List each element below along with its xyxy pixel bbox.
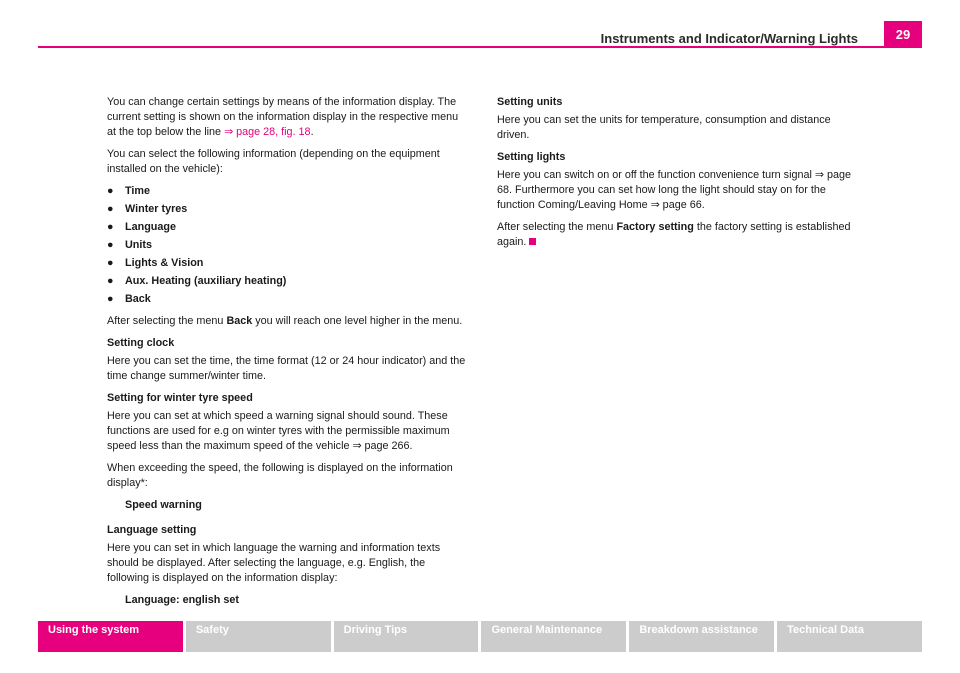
lights-paragraph: Here you can switch on or off the function convenience turn signal ⇒ page 68. Furthermore you can set how long the light should stay on for the function Coming/Leaving Home ⇒ page 66. — [497, 169, 851, 211]
page-number-badge: 29 — [884, 21, 922, 47]
language-heading: Language setting — [107, 524, 197, 536]
list-item: ● Language — [107, 221, 176, 233]
page-header-title: Instruments and Indicator/Warning Lights — [600, 31, 858, 46]
tab-breakdown-assistance[interactable]: Breakdown assistance — [629, 621, 774, 652]
menu-item-list — [107, 184, 469, 307]
bullet-icon: ● — [107, 239, 114, 251]
list-item: ● Units — [107, 239, 152, 251]
language-set-text: Language: english set — [125, 594, 239, 606]
speed-warning-text: Speed warning — [125, 499, 202, 511]
bullet-icon: ● — [107, 293, 114, 305]
tab-driving-tips[interactable]: Driving Tips — [334, 621, 479, 652]
units-paragraph: Here you can set the units for temperature, consumption and distance driven. — [497, 114, 831, 141]
list-item: ● Time — [107, 185, 151, 197]
left-column — [107, 95, 469, 618]
tab-safety[interactable]: Safety — [186, 621, 331, 652]
section-end-icon — [529, 238, 536, 245]
factory-setting-paragraph: After selecting the menu Factory setting the factory setting is established again. — [497, 221, 851, 248]
select-paragraph: You can select the following information (depending on the equipment installed on the vehicle): — [107, 148, 440, 175]
footer-nav — [38, 621, 922, 652]
page-28-link[interactable]: ⇒ page 28, fig. 18 — [224, 126, 311, 138]
units-heading: Setting units — [497, 96, 563, 108]
clock-paragraph: Here you can set the time, the time format (12 or 24 hour indicator) and the time change summer/winter time. — [107, 355, 466, 382]
bullet-icon: ● — [107, 221, 114, 233]
lights-heading: Setting lights — [497, 151, 566, 163]
bullet-icon: ● — [107, 275, 114, 287]
tab-general-maintenance[interactable]: General Maintenance — [481, 621, 626, 652]
list-item: ● Back — [107, 293, 151, 305]
exceed-speed-paragraph: When exceeding the speed, the following is displayed on the information display*: — [107, 462, 453, 489]
list-item: ● Winter tyres — [107, 203, 188, 215]
clock-heading: Setting clock — [107, 337, 175, 349]
list-item: ● Aux. Heating (auxiliary heating) — [107, 275, 287, 287]
bullet-icon: ● — [107, 203, 114, 215]
winter-tyre-heading: Setting for winter tyre speed — [107, 392, 253, 404]
language-paragraph: Here you can set in which language the warning and information texts should be displayed. After selecting the language, e.g. English, the following is displayed on the information display: — [107, 542, 441, 584]
back-paragraph: After selecting the menu Back you will reach one level higher in the menu. — [107, 315, 463, 327]
tab-using-the-system[interactable]: Using the system — [38, 621, 183, 652]
tab-technical-data[interactable]: Technical Data — [777, 621, 922, 652]
bullet-icon: ● — [107, 185, 114, 197]
winter-tyre-paragraph: Here you can set at which speed a warning signal should sound. These functions are used for e.g on winter tyres with the permissible maximum speed less than the maximum speed of the vehicle ⇒ page 266. — [107, 410, 450, 452]
bullet-icon: ● — [107, 257, 114, 269]
list-item: ● Lights & Vision — [107, 257, 204, 269]
intro-paragraph: You can change certain settings by means of the information display. The current setting is shown on the information display in the respective menu at the top below the line ⇒ page 28, fig. 18. — [107, 96, 459, 138]
header-divider — [38, 46, 922, 48]
right-column — [497, 95, 859, 257]
